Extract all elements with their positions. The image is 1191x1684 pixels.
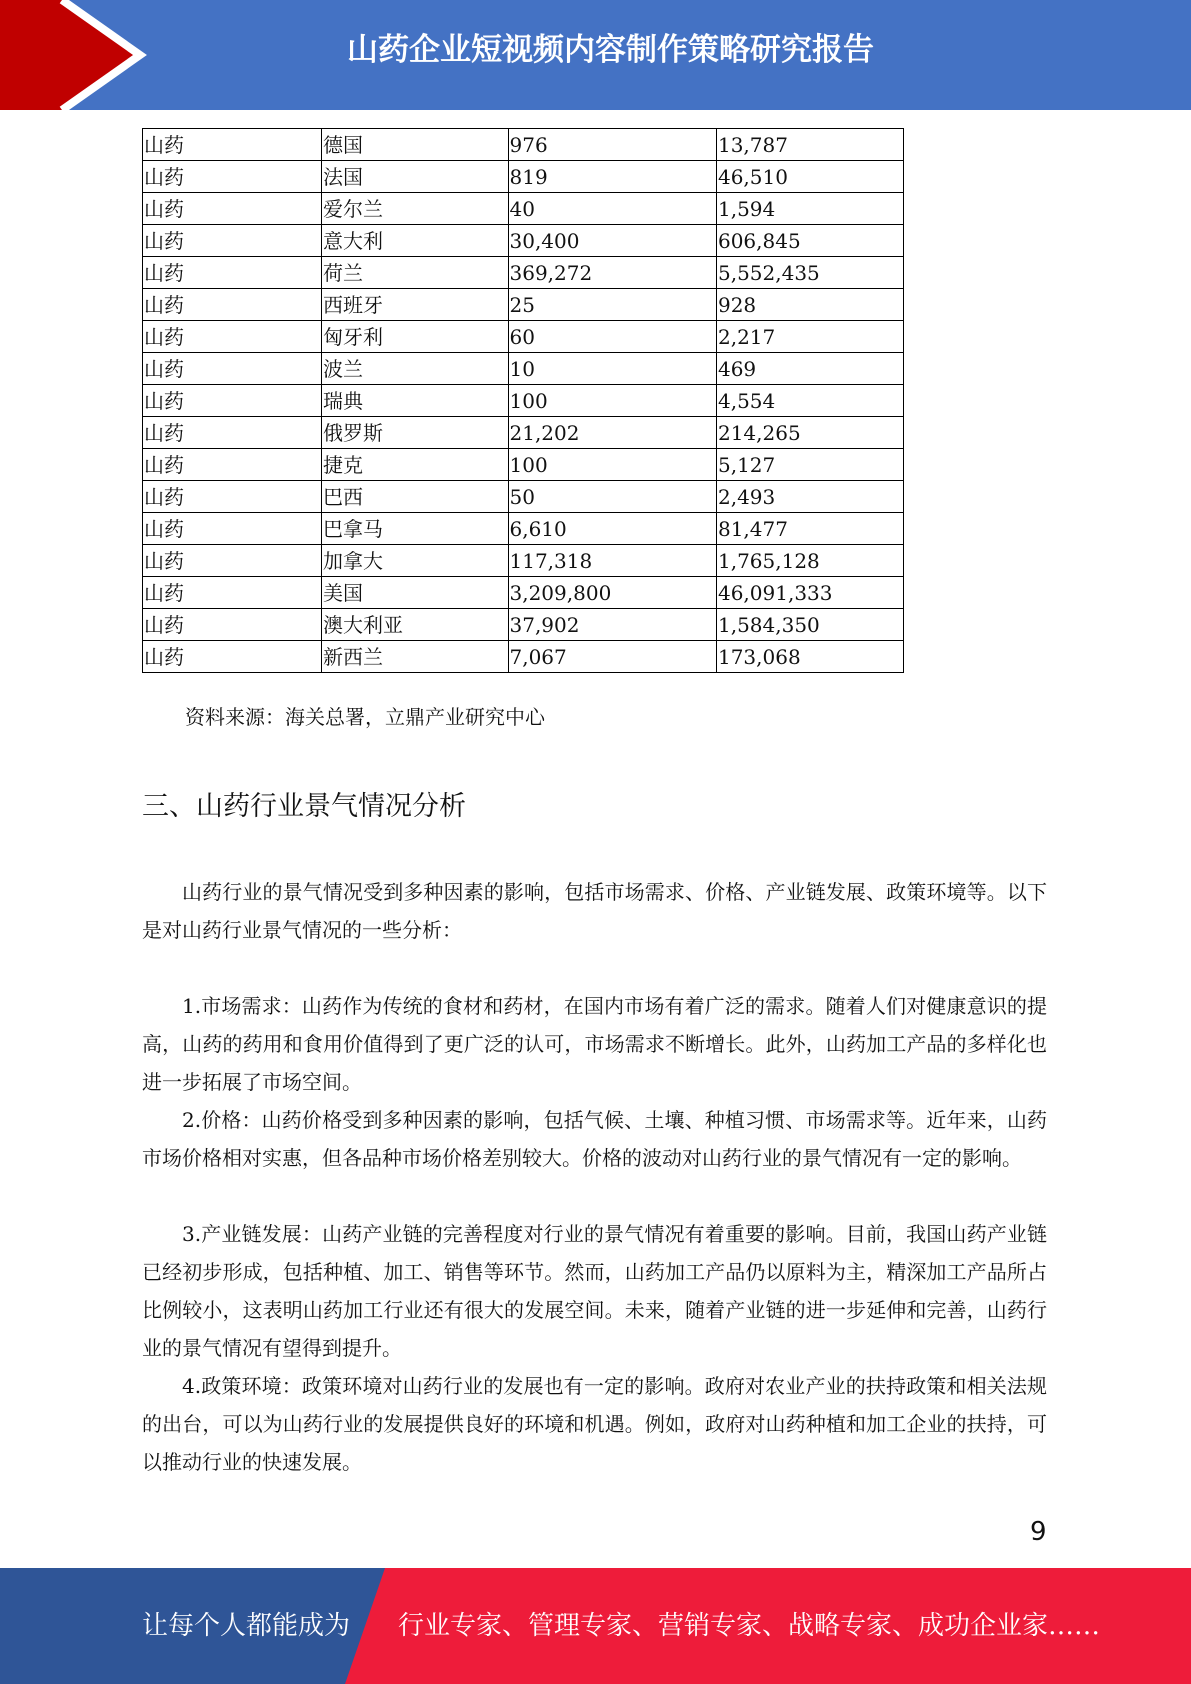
table-cell: 爱尔兰	[322, 193, 508, 225]
table-cell: 21,202	[508, 417, 716, 449]
table-row	[143, 225, 904, 257]
table-row	[143, 481, 904, 513]
table-row	[143, 353, 904, 385]
table-cell: 40	[508, 193, 716, 225]
table-cell: 西班牙	[322, 289, 508, 321]
table-cell: 469	[716, 353, 903, 385]
intro-paragraph: 山药行业的景气情况受到多种因素的影响，包括市场需求、价格、产业链发展、政策环境等。以下是对山药行业景气情况的一些分析：	[142, 880, 1047, 942]
table-cell: 山药	[143, 289, 322, 321]
table-row	[143, 417, 904, 449]
table-cell: 369,272	[508, 257, 716, 289]
point-paragraph-price: 2.价格：山药价格受到多种因素的影响，包括气候、土壤、种植习惯、市场需求等。近年来，山药市场价格相对实惠，但各品种市场价格差别较大。价格的波动对山药行业的景气情况有一定的影响。	[142, 1108, 1047, 1170]
table-cell: 1,765,128	[716, 545, 903, 577]
table-row	[143, 193, 904, 225]
table-cell: 117,318	[508, 545, 716, 577]
table-cell: 81,477	[716, 513, 903, 545]
table-cell: 2,493	[716, 481, 903, 513]
table-cell: 荷兰	[322, 257, 508, 289]
table-cell: 173,068	[716, 641, 903, 673]
table-cell: 山药	[143, 609, 322, 641]
table-cell: 10	[508, 353, 716, 385]
table-cell: 6,610	[508, 513, 716, 545]
table-cell: 山药	[143, 577, 322, 609]
table-cell: 德国	[322, 129, 508, 161]
table-cell: 澳大利亚	[322, 609, 508, 641]
table-cell: 加拿大	[322, 545, 508, 577]
table-cell: 山药	[143, 193, 322, 225]
table-row	[143, 545, 904, 577]
table-cell: 瑞典	[322, 385, 508, 417]
table-cell: 214,265	[716, 417, 903, 449]
table-cell: 山药	[143, 257, 322, 289]
table-row	[143, 257, 904, 289]
table-cell: 1,584,350	[716, 609, 903, 641]
table-cell: 7,067	[508, 641, 716, 673]
table-cell: 976	[508, 129, 716, 161]
section-heading: 三、山药行业景气情况分析	[142, 791, 466, 822]
table-row	[143, 641, 904, 673]
table-cell: 山药	[143, 321, 322, 353]
report-title: 山药企业短视频内容制作策略研究报告	[347, 32, 874, 68]
page-footer	[0, 1568, 1191, 1684]
table-cell: 山药	[143, 353, 322, 385]
table-row	[143, 577, 904, 609]
table-cell: 60	[508, 321, 716, 353]
table-cell: 巴拿马	[322, 513, 508, 545]
table-cell: 30,400	[508, 225, 716, 257]
table-cell: 46,510	[716, 161, 903, 193]
table-row	[143, 161, 904, 193]
table-cell: 山药	[143, 225, 322, 257]
table-cell: 46,091,333	[716, 577, 903, 609]
table-cell: 山药	[143, 449, 322, 481]
table-cell: 山药	[143, 545, 322, 577]
point-paragraph-policy: 4.政策环境：政策环境对山药行业的发展也有一定的影响。政府对农业产业的扶持政策和相关法规的出台，可以为山药行业的发展提供良好的环境和机遇。例如，政府对山药种植和加工企业的扶持，可以推动行业的快速发展。	[142, 1374, 1047, 1474]
table-cell: 100	[508, 385, 716, 417]
table-row	[143, 385, 904, 417]
table-cell: 意大利	[322, 225, 508, 257]
table-cell: 928	[716, 289, 903, 321]
table-cell: 山药	[143, 385, 322, 417]
table-cell: 山药	[143, 513, 322, 545]
table-cell: 山药	[143, 161, 322, 193]
point-paragraph-industry-chain: 3.产业链发展：山药产业链的完善程度对行业的景气情况有着重要的影响。目前，我国山药产业链已经初步形成，包括种植、加工、销售等环节。然而，山药加工产品仍以原料为主，精深加工产品所占比例较小，这表明山药加工行业还有很大的发展空间。未来，随着产业链的进一步延伸和完善，山药行业的景气情况有望得到提升。	[142, 1222, 1047, 1360]
footer-slogan-right: 行业专家、管理专家、营销专家、战略专家、成功企业家……	[398, 1611, 1101, 1641]
table-cell: 法国	[322, 161, 508, 193]
table-cell: 13,787	[716, 129, 903, 161]
table-cell: 25	[508, 289, 716, 321]
table-cell: 819	[508, 161, 716, 193]
footer-slogan-left: 让每个人都能成为	[142, 1611, 351, 1641]
table-cell: 山药	[143, 417, 322, 449]
table-cell: 5,552,435	[716, 257, 903, 289]
table-row	[143, 289, 904, 321]
page-header	[0, 0, 1191, 110]
table-row	[143, 609, 904, 641]
page-number: 9	[1030, 1517, 1047, 1547]
export-data-table	[142, 128, 904, 673]
table-cell: 山药	[143, 129, 322, 161]
table-cell: 山药	[143, 481, 322, 513]
table-cell: 606,845	[716, 225, 903, 257]
table-cell: 2,217	[716, 321, 903, 353]
table-cell: 37,902	[508, 609, 716, 641]
table-cell: 4,554	[716, 385, 903, 417]
table-cell: 波兰	[322, 353, 508, 385]
table-row	[143, 449, 904, 481]
point-paragraph-market-demand: 1.市场需求：山药作为传统的食材和药材，在国内市场有着广泛的需求。随着人们对健康意识的提高，山药的药用和食用价值得到了更广泛的认可，市场需求不断增长。此外，山药加工产品的多样化也进一步拓展了市场空间。	[142, 994, 1047, 1094]
table-cell: 巴西	[322, 481, 508, 513]
table-row	[143, 129, 904, 161]
source-note: 资料来源：海关总署，立鼎产业研究中心	[185, 705, 545, 729]
table-cell: 山药	[143, 641, 322, 673]
table-cell: 美国	[322, 577, 508, 609]
table-row	[143, 513, 904, 545]
table-cell: 新西兰	[322, 641, 508, 673]
table-cell: 1,594	[716, 193, 903, 225]
table-cell: 俄罗斯	[322, 417, 508, 449]
table-cell: 3,209,800	[508, 577, 716, 609]
table-row	[143, 321, 904, 353]
table-cell: 匈牙利	[322, 321, 508, 353]
table-cell: 5,127	[716, 449, 903, 481]
table-cell: 50	[508, 481, 716, 513]
table-cell: 捷克	[322, 449, 508, 481]
table-cell: 100	[508, 449, 716, 481]
